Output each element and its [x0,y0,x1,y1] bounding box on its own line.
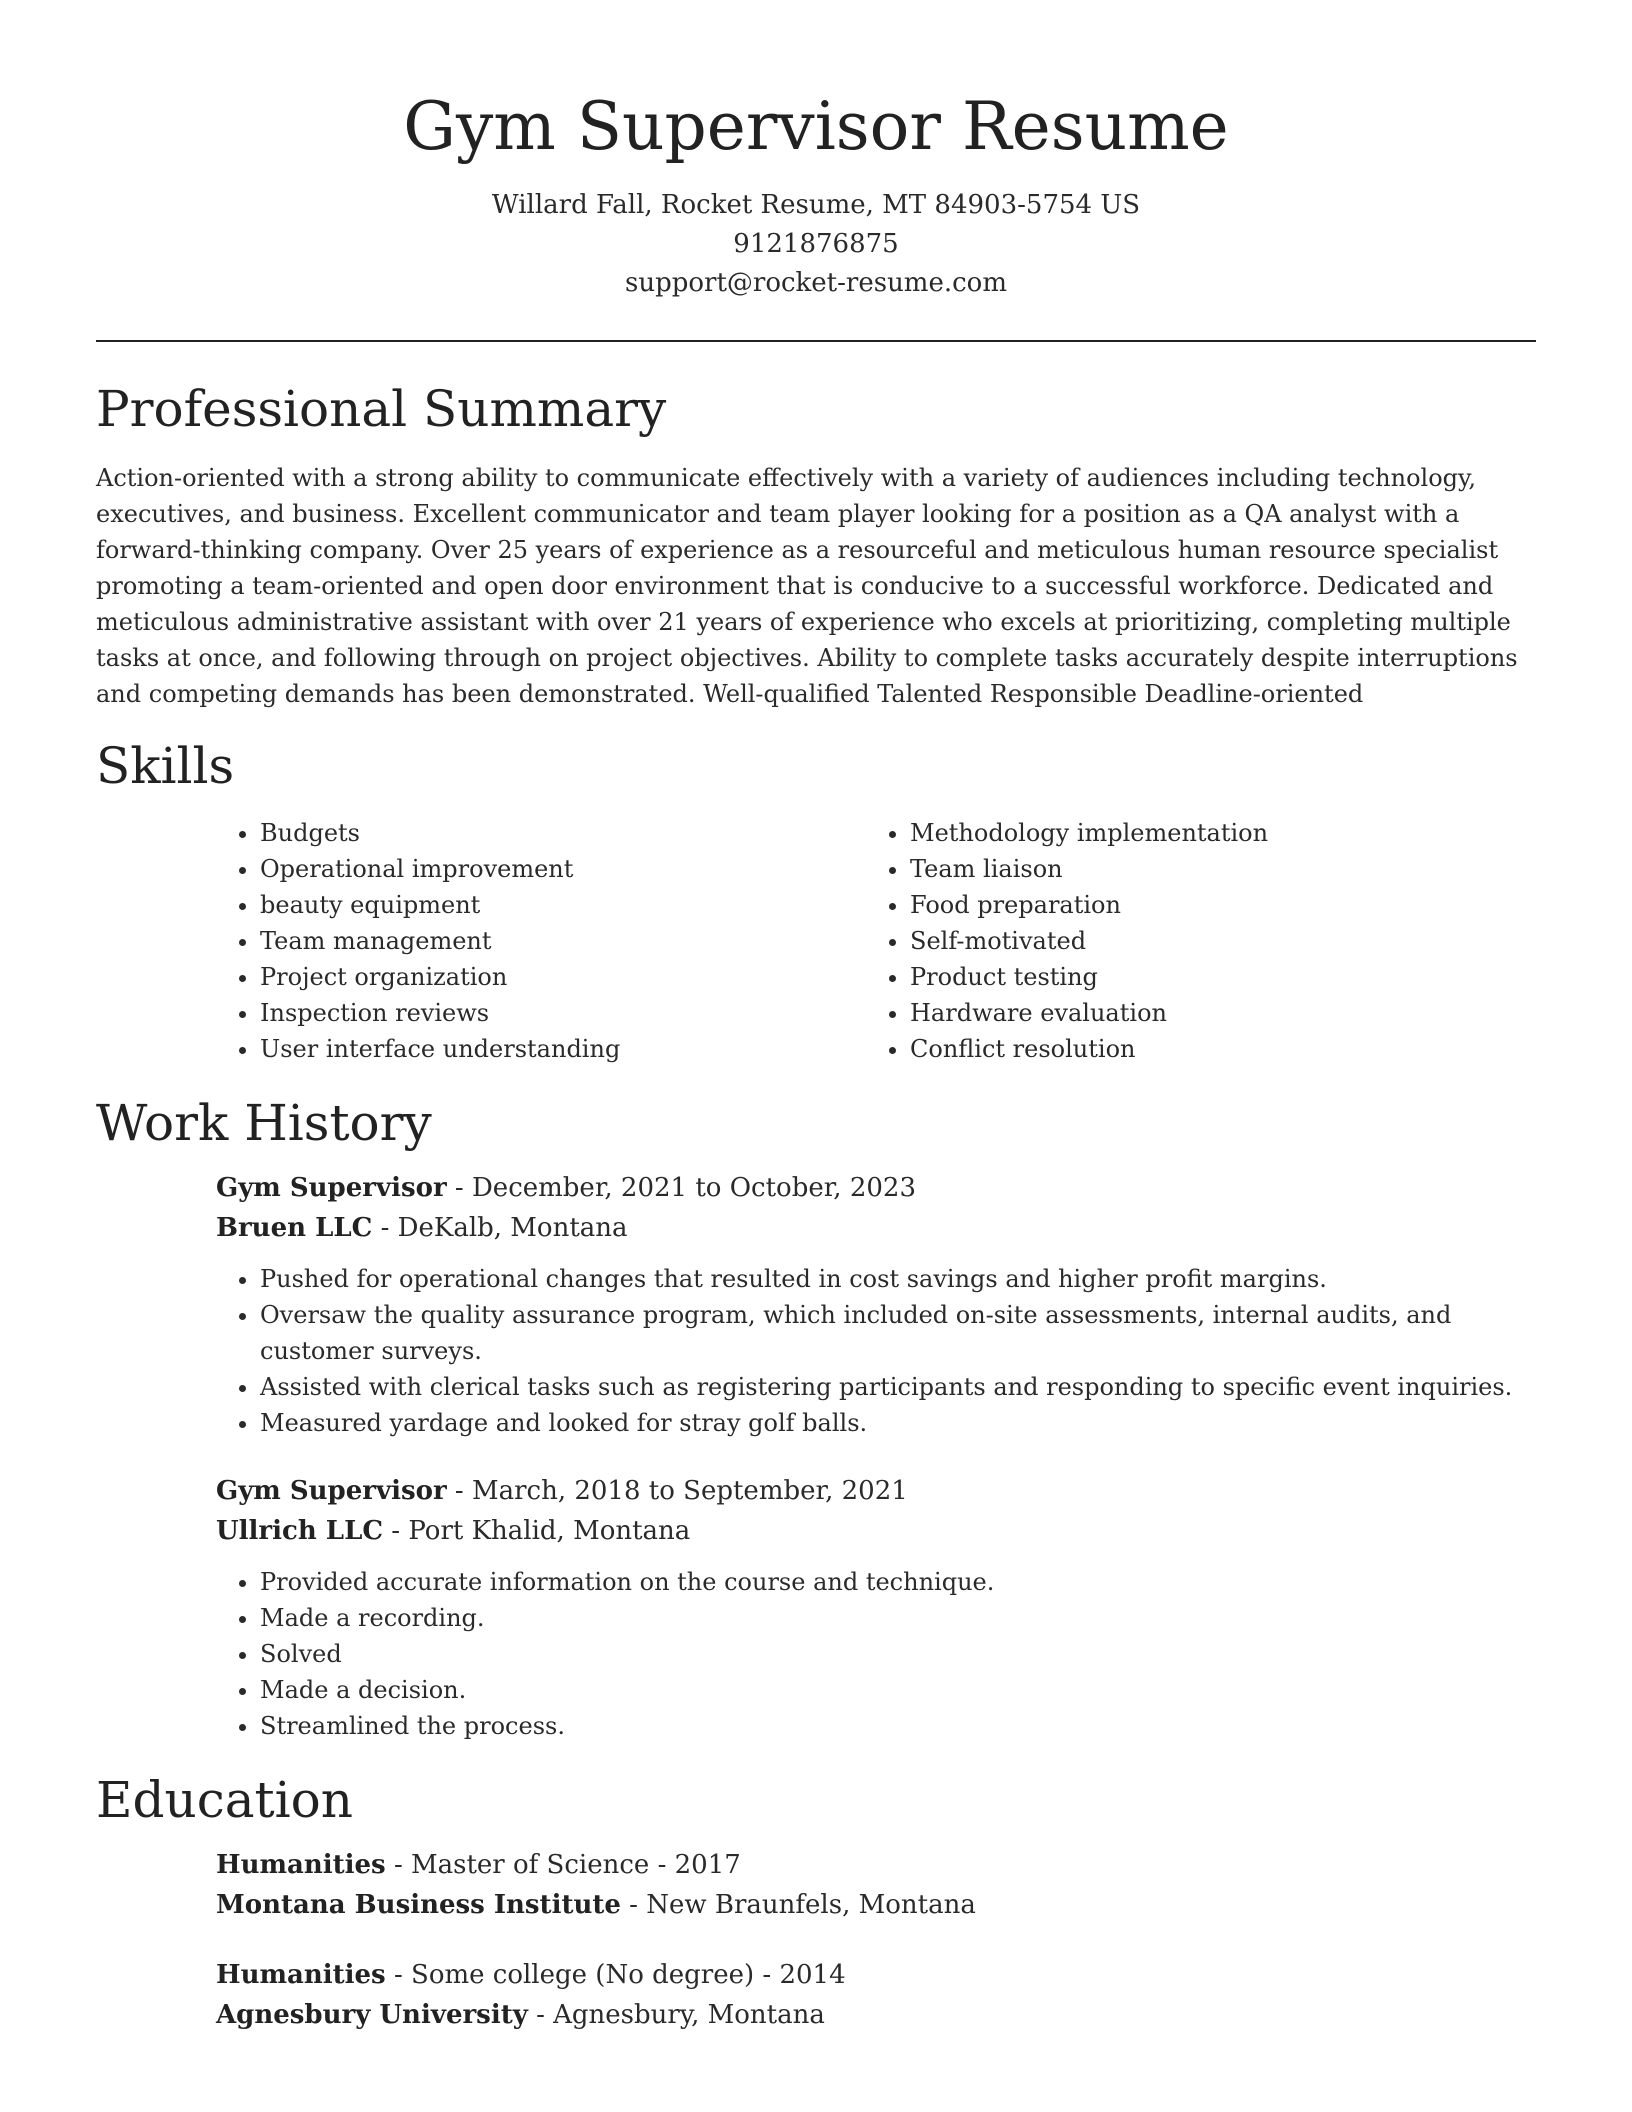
duty-item: • Solved [260,1636,1536,1672]
work-section [96,1092,1536,1744]
skill-item: • Project organization [260,959,866,995]
education-location: - Agnesbury, Montana [527,2000,825,2030]
job-location: - Port Khalid, Montana [383,1516,691,1546]
education-heading: Education [96,1771,353,1829]
skills-column-left [216,815,866,1067]
education-entry [216,1955,1536,2035]
skill-item: • Food preparation [910,887,1516,923]
skill-item: • Inspection reviews [260,995,866,1031]
resume-title: Gym Supervisor Resume [403,88,1229,165]
skill-item: • Conflict resolution [910,1031,1516,1067]
job-company: Ullrich LLC [216,1516,384,1546]
education-field: Humanities [216,1960,386,1990]
skills-column-right [866,815,1516,1067]
contact-email: support@rocket-resume.com [624,268,1007,298]
duty-item: • Assisted with clerical tasks such as registering participants and responding to specific event inquiries. [260,1369,1536,1405]
duty-item: • Measured yardage and looked for stray golf balls. [260,1405,1536,1441]
summary-section [96,378,1536,712]
education-entry [216,1845,1536,1925]
skill-item: • Product testing [910,959,1516,995]
duty-item: • Made a recording. [260,1600,1536,1636]
job-dates: - March, 2018 to September, 2021 [446,1476,908,1506]
skill-item: • Methodology implementation [910,815,1516,851]
education-school-line [216,1995,1536,2035]
skill-item: • Operational improvement [260,851,866,887]
skill-item: • Team liaison [910,851,1516,887]
duty-item: • Streamlined the process. [260,1708,1536,1744]
job-dates: - December, 2021 to October, 2023 [446,1173,916,1203]
duty-item: • Pushed for operational changes that resulted in cost savings and higher profit margins. [260,1261,1536,1297]
job-entry [216,1471,1536,1744]
job-duties [216,1564,1536,1744]
duty-item: • Made a decision. [260,1672,1536,1708]
skills-list-right [866,815,1516,1067]
duty-item: • Provided accurate information on the course and technique. [260,1564,1536,1600]
skills-section [96,735,1536,1067]
skill-item: • beauty equipment [260,887,866,923]
education-location: - New Braunfels, Montana [620,1890,976,1920]
job-title: Gym Supervisor [216,1476,447,1506]
contact-block [96,186,1536,303]
contact-phone: 9121876875 [733,229,899,259]
skills-heading: Skills [96,737,235,795]
education-field: Humanities [216,1850,386,1880]
contact-address: Willard Fall, Rocket Resume, MT 84903-5754 US [491,190,1141,220]
resume-header [96,0,1536,303]
summary-text: Action-oriented with a strong ability to communicate effectively with a variety of audiences including technology, executives, and business. Excellent communicator and team player looking for a position as a QA analyst with a forward-thinking company. Over 25 years of experience as a resourceful and meticulous human resource specialist promoting a team-oriented and open door environment that is conducive to a successful workforce. Dedicated and meticulous administrative assistant with over 21 years of experience who excels at prioritizing, completing multiple tasks at once, and following through on project objectives. Ability to complete tasks accurately despite interruptions and competing demands has been demonstrated. Well-qualified Talented Responsible Deadline-oriented [96,464,1518,708]
job-company-line [216,1511,1536,1551]
education-degree: - Some college (No degree) - 2014 [385,1960,846,1990]
education-degree-line [216,1845,1536,1885]
education-degree-line [216,1955,1536,1995]
skill-item: • Hardware evaluation [910,995,1516,1031]
education-section [96,1769,1536,2035]
skill-item: • User interface understanding [260,1031,866,1067]
job-title-line [216,1168,1536,1208]
skill-item: • Budgets [260,815,866,851]
skill-item: • Self-motivated [910,923,1516,959]
header-divider [96,340,1536,342]
work-heading: Work History [96,1094,432,1152]
skills-grid [216,815,1536,1067]
job-duties [216,1261,1536,1441]
education-school: Montana Business Institute [216,1890,621,1920]
job-company-line [216,1208,1536,1248]
job-title: Gym Supervisor [216,1173,447,1203]
education-school: Agnesbury University [216,2000,528,2030]
job-entry [216,1168,1536,1441]
summary-heading: Professional Summary [96,380,667,438]
education-school-line [216,1885,1536,1925]
job-company: Bruen LLC [216,1213,373,1243]
duty-item: • Oversaw the quality assurance program, which included on-site assessments, internal audits, and customer surveys. [260,1297,1536,1369]
job-location: - DeKalb, Montana [372,1213,628,1243]
skills-list-left [216,815,866,1067]
skill-item: • Team management [260,923,866,959]
education-degree: - Master of Science - 2017 [385,1850,741,1880]
job-title-line [216,1471,1536,1511]
